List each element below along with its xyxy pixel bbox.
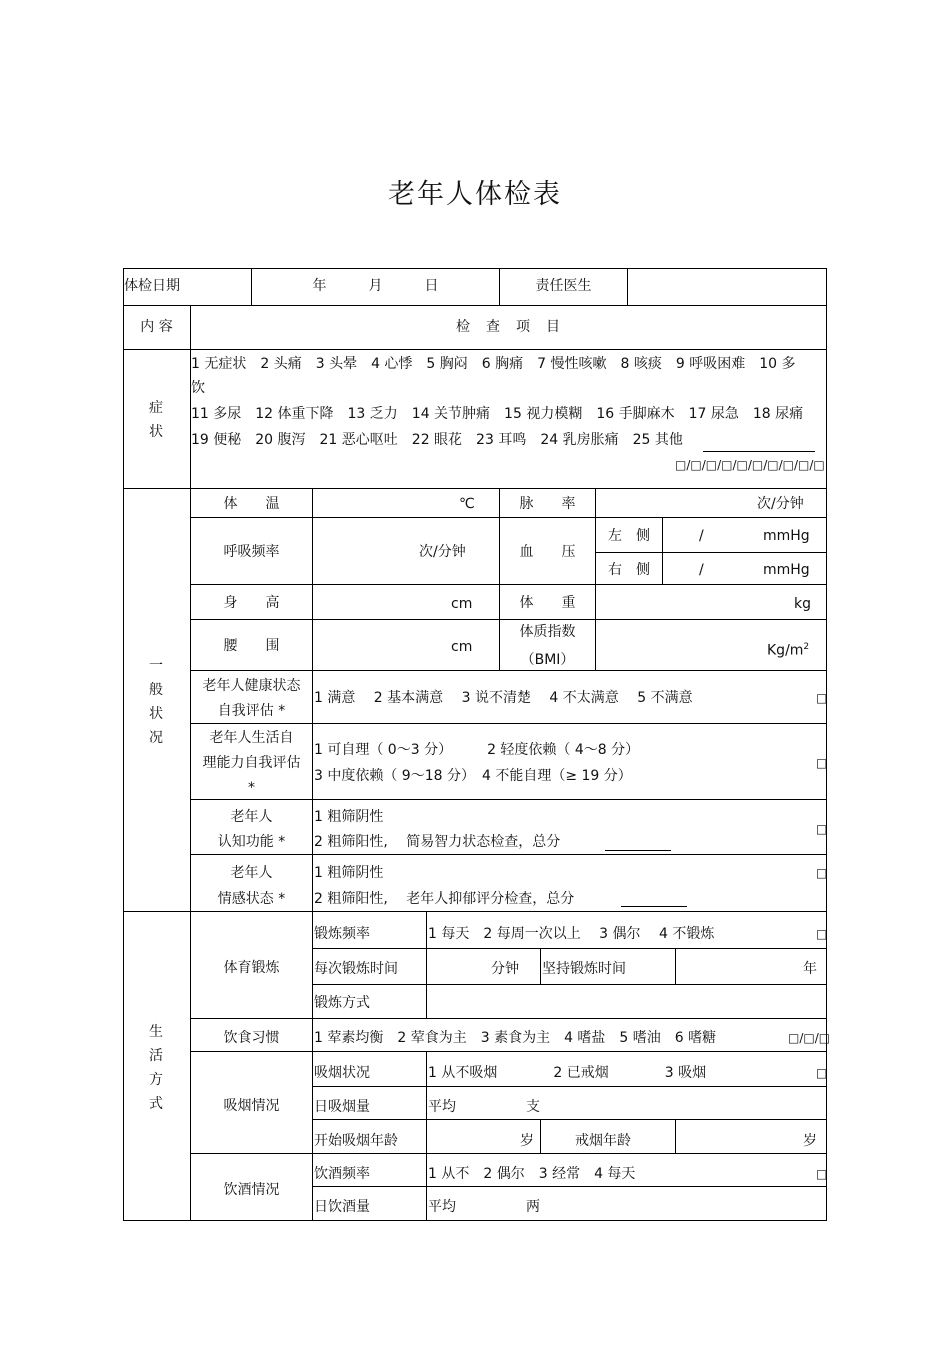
exercise-time-unit: 分钟 [491, 961, 519, 977]
doctor-field[interactable] [629, 278, 825, 294]
symptoms-line3: 19 便秘 20 腹泻 21 恶心呕吐 22 眼花 23 耳鸣 24 乳房胀痛 25 其他 [191, 432, 683, 448]
diet-options: 1 荤素均衡 2 荤食为主 3 素食为主 4 嗜盐 5 嗜油 6 嗜糖 [314, 1030, 717, 1046]
health-checkbox[interactable]: □ [816, 691, 828, 705]
selfcare-option-2: 3 中度依赖（ 9～18 分） 4 不能自理（≥ 19 分） [314, 768, 632, 784]
drinking-label: 饮酒情况 [223, 1182, 280, 1198]
diet-label: 饮食习惯 [223, 1030, 280, 1046]
exercise-frequency-options: 1 每天 2 每周一次以上 3 偶尔 4 不锻炼 [428, 926, 715, 942]
emotion-option-1: 1 粗筛阴性 [314, 865, 384, 881]
smoking-label: 吸烟情况 [223, 1098, 280, 1114]
smoking-status-options: 1 从不吸烟 2 已戒烟 3 吸烟 [428, 1065, 707, 1081]
temp-unit: ℃ [459, 496, 475, 512]
health-label-2: 自我评估 * [217, 703, 286, 719]
health-label-1: 老年人健康状态 [202, 678, 301, 694]
drinking-frequency-label: 饮酒频率 [314, 1166, 370, 1182]
date-field[interactable]: 年 月 日 [312, 278, 439, 294]
cognition-score-field[interactable] [605, 850, 671, 851]
health-options: 1 满意 2 基本满意 3 说不清楚 4 不太满意 5 不满意 [314, 690, 693, 706]
emotion-score-field[interactable] [621, 906, 687, 907]
smoking-quit-label: 戒烟年龄 [575, 1133, 631, 1149]
page-title: 老年人体检表 [388, 179, 562, 210]
bmi-unit-sup: 2 [803, 642, 810, 652]
pulse-label: 脉 率 [519, 496, 576, 512]
emotion-checkbox[interactable]: □ [816, 866, 828, 880]
symptoms-line1: 1 无症状 2 头痛 3 头晕 4 心悸 5 胸闷 6 胸痛 7 慢性咳嗽 8 咳痰 9 呼吸困难 10 多 [191, 356, 796, 372]
drinking-daily-label: 日饮酒量 [314, 1199, 370, 1215]
symptoms-section: 症状 [149, 400, 163, 440]
bp-left-slash[interactable]: / [699, 528, 704, 544]
exercise-label: 体育锻炼 [223, 960, 280, 976]
smoking-start-label: 开始吸烟年龄 [314, 1133, 398, 1149]
symptoms-line2: 11 多尿 12 体重下降 13 乏力 14 关节肿痛 15 视力模糊 16 手脚麻木 17 尿急 18 尿痛 [191, 406, 804, 422]
symptoms-other-field[interactable] [703, 451, 815, 452]
cognition-option-2: 2 粗筛阳性, 简易智力状态检查，总分 [314, 834, 561, 850]
cognition-label-1: 老年人 [230, 809, 273, 825]
content-label: 内 容 [140, 319, 173, 335]
exam-form [123, 268, 831, 1221]
drinking-frequency-options: 1 从不 2 偶尔 3 经常 4 每天 [428, 1166, 636, 1182]
selfcare-option-1: 1 可自理（ 0～3 分） 2 轻度依赖（ 4～8 分） [314, 742, 640, 758]
doctor-label: 责任医生 [535, 278, 592, 294]
smoking-status-label: 吸烟状况 [314, 1065, 370, 1081]
symptoms-line1b: 饮 [191, 380, 205, 396]
bp-right-unit: mmHg [763, 562, 810, 578]
selfcare-label-3: * [248, 780, 255, 796]
cognition-option-1: 1 粗筛阴性 [314, 809, 384, 825]
smoking-daily-value[interactable]: 平均 支 [428, 1099, 540, 1115]
smoking-daily-label: 日吸烟量 [314, 1099, 370, 1115]
resp-label: 呼吸频率 [223, 544, 280, 560]
selfcare-label-1: 老年人生活自 [209, 730, 294, 746]
bp-right-label: 右 侧 [608, 562, 650, 578]
exercise-years-label: 坚持锻炼时间 [542, 961, 626, 977]
selfcare-label-2: 理能力自我评估 [202, 755, 301, 771]
smoking-quit-unit: 岁 [803, 1133, 817, 1149]
drinking-daily-value[interactable]: 平均 两 [428, 1199, 540, 1215]
symptoms-checkboxes[interactable]: □/□/□/□/□/□/□/□/□/□ [675, 458, 825, 472]
cognition-label-2: 认知功能 * [217, 834, 286, 850]
waist-unit: cm [451, 639, 473, 655]
temp-label: 体 温 [223, 496, 280, 512]
pulse-unit: 次/分钟 [757, 496, 804, 512]
emotion-label-1: 老年人 [230, 865, 273, 881]
exercise-frequency-checkbox[interactable]: □ [816, 927, 828, 941]
bp-left-unit: mmHg [763, 528, 810, 544]
height-label: 身 高 [223, 595, 280, 611]
exercise-method-label: 锻炼方式 [314, 995, 370, 1011]
waist-label: 腰 围 [223, 638, 280, 654]
smoking-status-checkbox[interactable]: □ [816, 1066, 828, 1080]
height-unit: cm [451, 596, 473, 612]
general-section: 一般状况 [149, 658, 163, 746]
weight-label: 体 重 [519, 595, 576, 611]
bmi-unit: Kg/m [767, 642, 804, 659]
emotion-label-2: 情感状态 * [217, 891, 286, 907]
drinking-frequency-checkbox[interactable]: □ [816, 1167, 828, 1181]
cognition-checkbox[interactable]: □ [816, 822, 828, 836]
selfcare-checkbox[interactable]: □ [816, 756, 828, 770]
emotion-option-2: 2 粗筛阳性, 老年人抑郁评分检查，总分 [314, 891, 575, 907]
weight-unit: kg [794, 596, 811, 612]
lifestyle-section: 生活方式 [149, 1024, 163, 1112]
diet-checkboxes[interactable]: □/□/□ [788, 1031, 831, 1045]
smoking-start-unit: 岁 [520, 1133, 534, 1149]
date-label: 体检日期 [124, 278, 180, 294]
bp-right-slash[interactable]: / [699, 562, 704, 578]
exercise-frequency-label: 锻炼频率 [314, 926, 370, 942]
bp-label: 血 压 [519, 544, 576, 560]
bmi-label-2: （BMI） [520, 652, 575, 668]
bp-left-label: 左 侧 [608, 528, 650, 544]
bmi-label-1: 体质指数 [519, 624, 576, 640]
items-label: 检 查 项 目 [456, 319, 561, 335]
resp-unit: 次/分钟 [419, 544, 466, 560]
exercise-years-unit: 年 [803, 961, 817, 977]
exercise-time-label: 每次锻炼时间 [314, 961, 398, 977]
